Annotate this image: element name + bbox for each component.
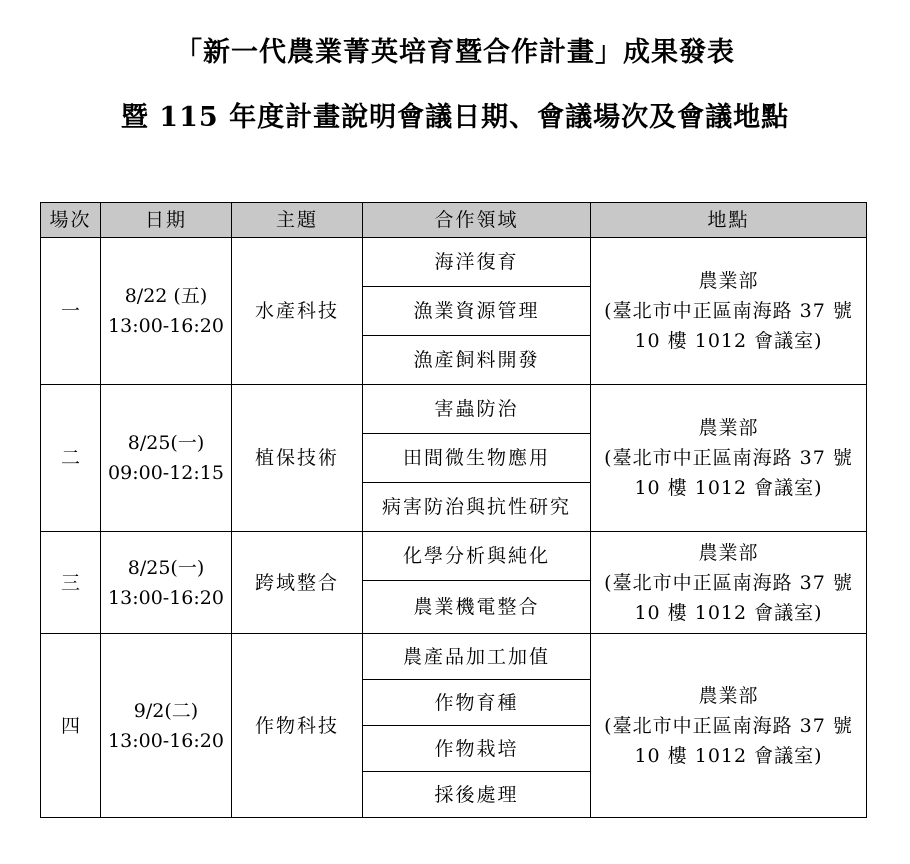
location-name: 農業部 [698,417,759,439]
header-field: 合作領域 [363,203,591,238]
cooperation-field: 害蟲防治 [363,385,591,434]
location-address: (臺北市中正區南海路 37 號 [604,714,853,737]
location-address: (臺北市中正區南海路 37 號 [604,571,853,594]
document-title-line2: 暨 115 年度計畫說明會議日期、會議場次及會議地點 [120,102,790,133]
session-time: 13:00-16:20 [108,586,224,609]
session-topic: 植保技術 [232,385,363,532]
location-room: 10 樓 1012 會議室) [634,744,823,767]
table-row [41,634,867,680]
session-time: 09:00-12:15 [108,462,224,484]
location-address: (臺北市中正區南海路 37 號 [604,300,853,322]
cooperation-field: 漁業資源管理 [363,287,591,336]
session-index: 二 [41,385,101,532]
cooperation-field: 採後處理 [363,772,591,818]
session-date: 9/2(二) [133,699,199,722]
session-date: 8/22 (五) [124,285,208,307]
cooperation-field: 農業機電整合 [363,581,591,634]
document-title-line1: 「新一代農業菁英培育暨合作計畫」成果發表 [175,37,735,68]
session-location [591,238,867,385]
session-location [591,385,867,532]
session-topic: 跨域整合 [232,532,363,634]
cooperation-field: 化學分析與純化 [363,532,591,581]
session-topic: 水產科技 [232,238,363,385]
cooperation-field: 作物育種 [363,680,591,726]
session-datetime [101,385,232,532]
session-location [591,634,867,818]
location-name: 農業部 [698,270,759,292]
header-session: 場次 [41,203,101,238]
table-row [41,385,867,434]
cooperation-field: 海洋復育 [363,238,591,287]
cooperation-field: 農產品加工加值 [363,634,591,680]
table-row [41,532,867,581]
session-time: 13:00-16:20 [108,315,224,337]
session-index: 一 [41,238,101,385]
location-room: 10 樓 1012 會議室) [634,477,823,499]
session-index: 四 [41,634,101,818]
cooperation-field: 漁產飼料開發 [363,336,591,385]
schedule-table [40,202,867,818]
header-date: 日期 [101,203,232,238]
cooperation-field: 作物栽培 [363,726,591,772]
session-date: 8/25(一) [127,556,205,579]
session-topic: 作物科技 [232,634,363,818]
session-datetime [101,532,232,634]
session-index: 三 [41,532,101,634]
session-date: 8/25(一) [127,432,205,454]
session-datetime [101,238,232,385]
location-name: 農業部 [698,684,759,707]
location-name: 農業部 [698,541,759,564]
cooperation-field: 田間微生物應用 [363,434,591,483]
session-location [591,532,867,634]
table-header-row [41,203,867,238]
location-address: (臺北市中正區南海路 37 號 [604,447,853,469]
cooperation-field: 病害防治與抗性研究 [363,483,591,532]
session-time: 13:00-16:20 [108,729,224,752]
header-topic: 主題 [232,203,363,238]
header-location: 地點 [591,203,867,238]
session-datetime [101,634,232,818]
location-room: 10 樓 1012 會議室) [634,601,823,624]
location-room: 10 樓 1012 會議室) [634,330,823,352]
table-row [41,238,867,287]
